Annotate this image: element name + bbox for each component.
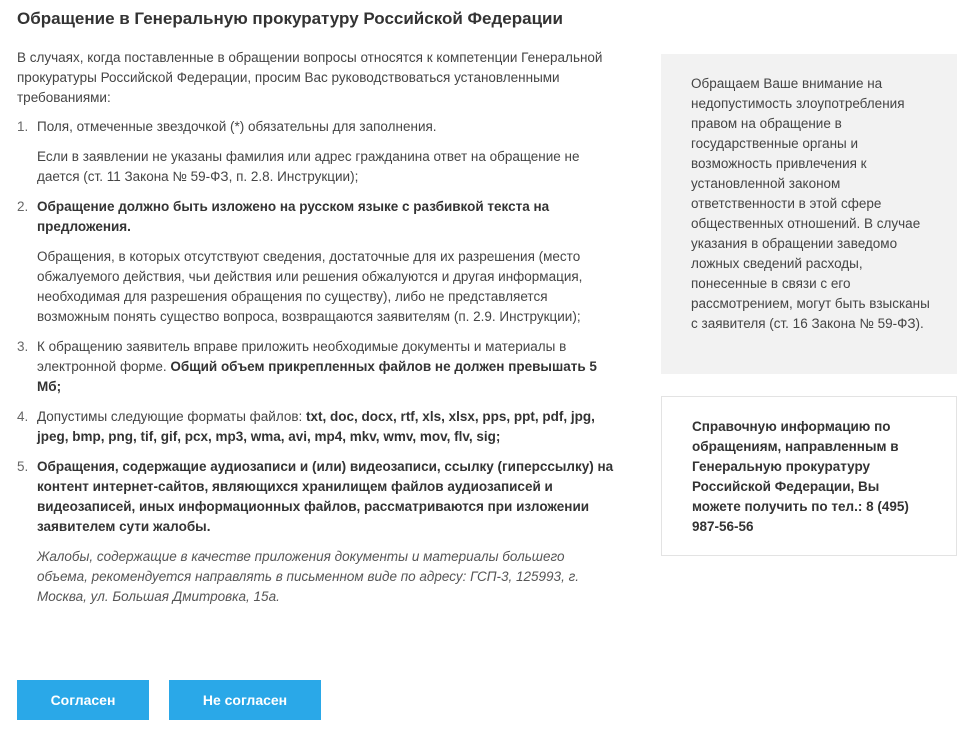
item-subtext: Если в заявлении не указаны фамилия или адрес гражданина ответ на обращение не дается (ст. 11 Закона № 59-ФЗ, п. 2.8. Инструкции); [37,149,580,184]
intro-text: В случаях, когда поставленные в обращении вопросы относятся к компетенции Генеральной прокуратуры Российской Федерации, просим Вас руководствоваться установленными требованиями: [17,50,603,105]
item-text-bold: txt, doc, docx, rtf, xls, xlsx, pps, ppt, pdf, jpg, jpeg, bmp, png, tif, gif, pcx, mp3, wma, avi, mp4, mkv, wmv, mov, flv, sig; [37,409,595,444]
notice-box: Обращаем Ваше внимание на недопустимость злоупотребления правом на обращение в государственные органы и возможность привлечения к установленной законом ответственности в этой сфере общественных отношений. В случае указания в обращении заведомо ложных сведений расходы, понесенные в связи с его рассмотрением, могут быть взысканы с заявителя (ст. 16 Закона № 59-ФЗ). [661,54,957,374]
item-text-bold: Обращение должно быть изложено на русском языке с разбивкой текста на предложения. [37,199,550,234]
item-text: Поля, отмеченные звездочкой (*) обязательны для заполнения. [37,119,437,134]
page-title: Обращение в Генеральную прокуратуру Российской Федерации [17,9,563,28]
requirements-section [17,48,617,617]
requirement-item-5 [17,457,617,617]
item-subtext-italic: Жалобы, содержащие в качестве приложения документы и материалы большего объема, рекомендуется направлять в письменном виде по адресу: ГСП-3, 125993, г. Москва, ул. Большая Дмитровка, 15а. [37,549,579,604]
item-paragraph [37,407,617,447]
disagree-button[interactable]: Не согласен [169,680,321,720]
reference-info-box: Справочную информацию по обращениям, направленным в Генеральную прокуратуру Российской Федерации, Вы можете получить по тел.: 8 (495) 987-56-56 [661,396,957,556]
item-number: 1. [17,119,29,134]
requirement-item-4 [17,407,617,457]
requirement-item-1 [17,117,617,197]
item-text: К обращению заявитель вправе приложить необходимые документы и материалы в электронной форме. [37,339,567,374]
requirement-item-2 [17,197,617,337]
item-number: 2. [17,199,29,214]
requirement-item-3 [17,337,617,407]
item-number: 5. [17,459,29,474]
item-subtext: Обращения, в которых отсутствуют сведения, достаточные для их разрешения (место обжалуемого действия, чьи действия или решения обжалуются и другая информация, необходимая для разрешения обращения по существу), либо не представляется возможным понять существо вопроса, возвращаются заявителям (п. 2.9. Инструкции); [37,249,583,324]
item-text-bold: Общий объем прикрепленных файлов не должен превышать 5 Мб; [37,359,597,394]
agree-button[interactable]: Согласен [17,680,149,720]
item-number: 3. [17,339,29,354]
item-paragraph [37,337,617,397]
item-text-bold: Обращения, содержащие аудиозаписи и (или) видеозаписи, ссылку (гиперссылку) на контент интернет-сайтов, являющихся хранилищем файлов аудиозаписей и видеозаписей, иных информационных файлов, рассматриваются при изложении заявителем сути жалобы. [37,459,614,534]
item-number: 4. [17,409,29,424]
item-text: Допустимы следующие форматы файлов: [37,409,307,424]
